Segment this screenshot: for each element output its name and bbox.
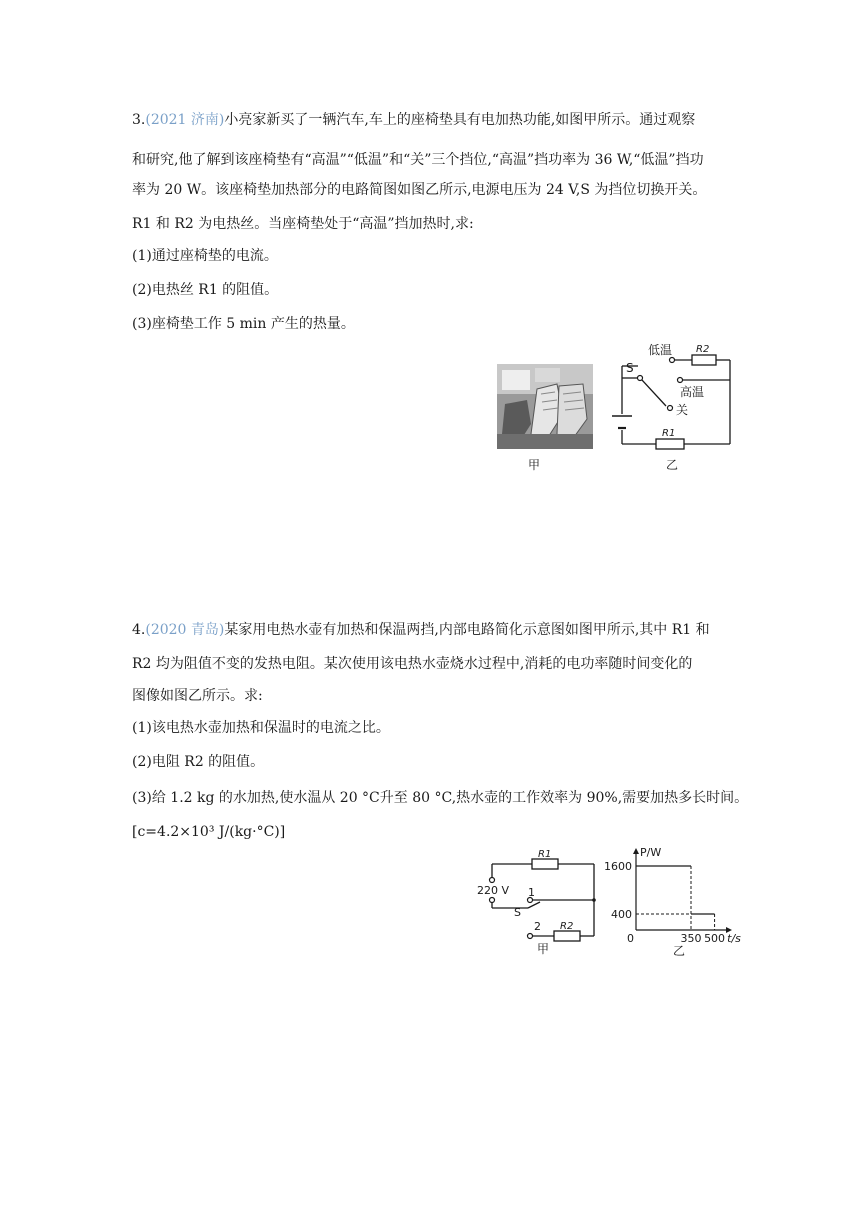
x-axis-label: t/s [727, 932, 741, 945]
q4-terminal-2 [528, 934, 533, 939]
q4-subquestion-1: (1)该电热水壶加热和保温时的电流之比。 [132, 720, 390, 736]
q3-terminal-low [670, 358, 675, 363]
q3-text-line4: R1 和 R2 为电热丝。当座椅垫处于“高温”挡加热时,求: [132, 216, 474, 232]
q3-source: 2021 济南 [150, 112, 219, 128]
y-tick-label: 1600 [604, 860, 632, 873]
q3-label-r2: R2 [696, 344, 710, 355]
q4-resistor-r1 [532, 859, 558, 869]
q3-resistor-r2 [692, 355, 716, 365]
q4-power-time-chart [604, 842, 741, 945]
q3-number: 3. [132, 112, 146, 128]
q3-terminal-off [668, 406, 673, 411]
y-axis-label: P/W [640, 846, 662, 859]
q4-source-open: ( [145, 622, 151, 638]
origin-label: 0 [627, 932, 634, 945]
q4-chart-marks [636, 866, 715, 930]
q3-switch-pivot [638, 376, 643, 381]
q3-label-off: 关 [676, 403, 689, 417]
q3-resistor-r1 [656, 439, 684, 449]
y-tick-label: 400 [611, 908, 632, 921]
q4-figure-label-jia: 甲 [537, 942, 550, 956]
q3-label-high: 高温 [680, 385, 705, 399]
q3-subquestion-1: (1)通过座椅垫的电流。 [132, 248, 278, 264]
q3-label-low: 低温 [648, 343, 673, 357]
q4-junction-dot [592, 898, 596, 902]
q4-text-line1: 某家用电热水壶有加热和保温两挡,内部电路简化示意图如图甲所示,其中 R1 和 [224, 622, 710, 638]
q3-car-seat-photo [497, 364, 593, 449]
q3-text-line1: 小亮家新买了一辆汽车,车上的座椅垫具有电加热功能,如图甲所示。通过观察 [224, 112, 696, 128]
q4-specific-heat-note: [c=4.2×10³ J/(kg·°C)] [132, 824, 286, 840]
q4-text-line3: 图像如图乙所示。求: [132, 688, 263, 704]
q4-figure-label-yi: 乙 [673, 944, 686, 958]
q3-label-switch: S [626, 361, 634, 375]
q4-label-terminal-1: 1 [528, 886, 535, 899]
q4-text-line2: R2 均为阻值不变的发热电阻。某次使用该电热水壶烧水过程中,消耗的电功率随时间变化的 [132, 656, 693, 672]
q4-number: 4. [132, 622, 146, 638]
q4-terminal-supply-bottom [490, 898, 495, 903]
q4-resistor-r2 [554, 931, 580, 941]
q4-subquestion-2: (2)电阻 R2 的阻值。 [132, 754, 265, 770]
q4-label-switch: S [514, 906, 521, 919]
q4-label-voltage: 220 V [477, 884, 510, 897]
q4-label-terminal-2: 2 [534, 920, 541, 933]
q3-line1 [132, 110, 695, 130]
q3-source-close: ) [218, 112, 225, 128]
q4-terminal-supply-top [490, 878, 495, 883]
q4-source: 2020 青岛 [150, 622, 219, 638]
q3-text-line2: 和研究,他了解到该座椅垫有“高温”“低温”和“关”三个挡位,“高温”挡功率为 36 W,“低温”挡功 [132, 152, 704, 168]
q3-switch-blade [642, 380, 666, 406]
q4-line1 [132, 620, 710, 640]
x-tick-label: 350 [680, 932, 702, 945]
q3-terminal-high [678, 378, 683, 383]
q3-subquestion-2: (2)电热丝 R1 的阻值。 [132, 282, 279, 298]
q3-figure-label-yi: 乙 [666, 458, 679, 472]
y-axis-arrow [633, 848, 639, 854]
q3-text-line3: 率为 20 W。该座椅垫加热部分的电路简图如图乙所示,电源电压为 24 V,S 为挡位切换开关。 [132, 182, 707, 198]
x-tick-label: 500 [704, 932, 726, 945]
q4-chart-axes [633, 848, 732, 933]
q4-circuit-diagram [474, 848, 604, 940]
q4-label-r2: R2 [560, 921, 574, 932]
q4-label-r1: R1 [538, 849, 552, 860]
q4-source-close: ) [218, 622, 225, 638]
q3-label-r1: R1 [662, 428, 676, 439]
q3-figure-label-jia: 甲 [528, 458, 541, 472]
q4-subquestion-3: (3)给 1.2 kg 的水加热,使水温从 20 °C升至 80 °C,热水壶的工作效率为 90%,需要加热多长时间。 [132, 790, 749, 806]
q3-circuit-diagram [600, 338, 740, 458]
q3-source-open: ( [145, 112, 151, 128]
q3-subquestion-3: (3)座椅垫工作 5 min 产生的热量。 [132, 316, 355, 332]
